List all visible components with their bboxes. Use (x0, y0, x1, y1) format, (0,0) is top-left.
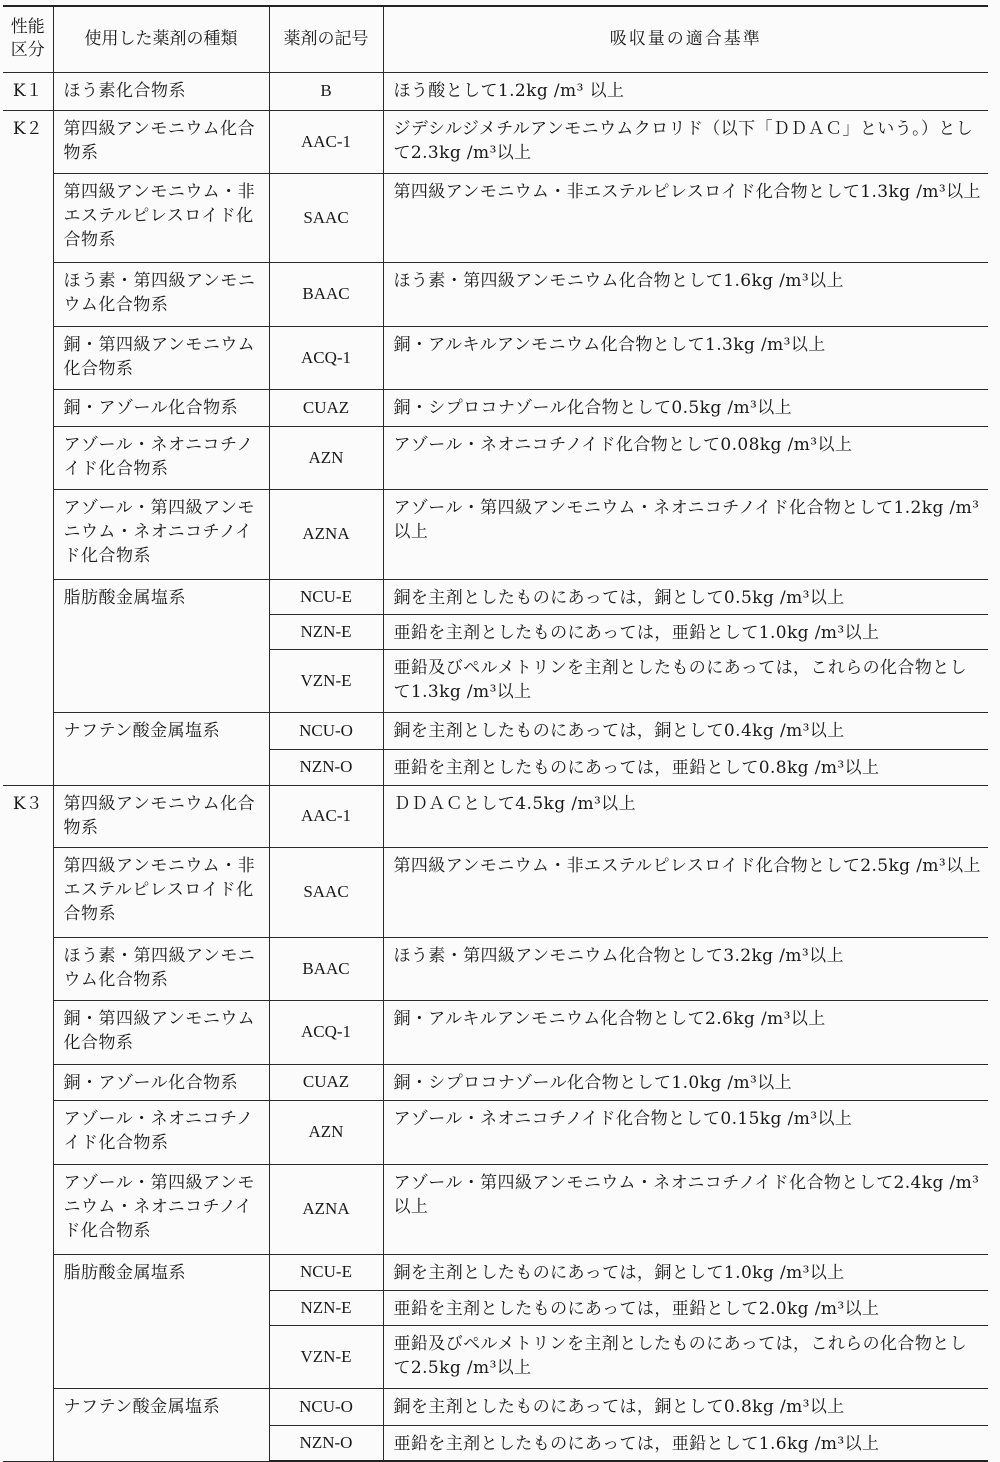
table-row (3, 262, 988, 326)
agent-type-cell: 銅・第四級アンモニウム化合物系 (53, 1000, 269, 1064)
table-row (3, 173, 988, 262)
table-row (3, 579, 988, 614)
agent-type-cell: 銅・アゾール化合物系 (53, 1064, 269, 1100)
criteria-cell: 銅・シプロコナゾール化合物として0.5kg /m³以上 (383, 389, 988, 426)
performance-class-k1: K１ (3, 72, 53, 110)
performance-class-k3: K３ (3, 785, 53, 1461)
agent-type-cell: ほう素化合物系 (53, 72, 269, 110)
preservative-criteria-table (3, 5, 988, 1462)
agent-symbol-cell: SAAC (269, 173, 383, 262)
agent-symbol-cell: ACQ-1 (269, 326, 383, 389)
agent-symbol-cell: NZN-O (269, 749, 383, 785)
table-row (3, 489, 988, 579)
agent-type-cell: 脂肪酸金属塩系 (53, 1254, 269, 1388)
criteria-cell: ほう酸として1.2kg /m³ 以上 (383, 72, 988, 110)
agent-symbol-cell: NCU-E (269, 579, 383, 614)
table-row (3, 326, 988, 389)
criteria-cell: ＤＤＡＣとして4.5kg /m³以上 (383, 785, 988, 847)
criteria-cell: 亜鉛を主剤としたものにあっては，亜鉛として2.0kg /m³以上 (383, 1290, 988, 1325)
agent-symbol-cell: AAC-1 (269, 785, 383, 847)
agent-type-cell: 脂肪酸金属塩系 (53, 579, 269, 712)
agent-symbol-cell: NCU-O (269, 712, 383, 749)
criteria-cell: 亜鉛及びペルメトリンを主剤としたものにあっては，これらの化合物として2.5kg /m³以上 (383, 1325, 988, 1388)
agent-type-cell: ほう素・第四級アンモニウム化合物系 (53, 937, 269, 1000)
agent-symbol-cell: NZN-E (269, 614, 383, 649)
agent-symbol-cell: VZN-E (269, 1325, 383, 1388)
table-row (3, 785, 988, 847)
agent-type-cell: アゾール・第四級アンモニウム・ネオニコチノイド化合物系 (53, 1164, 269, 1254)
criteria-cell: 銅・アルキルアンモニウム化合物として2.6kg /m³以上 (383, 1000, 988, 1064)
agent-symbol-cell: NZN-O (269, 1425, 383, 1461)
criteria-cell: 第四級アンモニウム・非エステルピレスロイド化合物として2.5kg /m³以上 (383, 847, 988, 937)
criteria-cell: アゾール・ネオニコチノイド化合物として0.08kg /m³以上 (383, 426, 988, 489)
table-row (3, 1000, 988, 1064)
agent-symbol-cell: NCU-O (269, 1388, 383, 1425)
criteria-cell: 亜鉛を主剤としたものにあっては，亜鉛として1.0kg /m³以上 (383, 614, 988, 649)
agent-symbol-cell: NCU-E (269, 1254, 383, 1290)
agent-symbol-cell: VZN-E (269, 649, 383, 712)
agent-symbol-cell: SAAC (269, 847, 383, 937)
agent-symbol-cell: CUAZ (269, 389, 383, 426)
criteria-cell: 銅・アルキルアンモニウム化合物として1.3kg /m³以上 (383, 326, 988, 389)
criteria-cell: アゾール・第四級アンモニウム・ネオニコチノイド化合物として2.4kg /m³以上 (383, 1164, 988, 1254)
criteria-cell: 銅を主剤としたものにあっては，銅として0.8kg /m³以上 (383, 1388, 988, 1425)
header-agent-type: 使用した薬剤の種類 (53, 6, 269, 72)
criteria-cell: アゾール・第四級アンモニウム・ネオニコチノイド化合物として1.2kg /m³以上 (383, 489, 988, 579)
criteria-cell: 第四級アンモニウム・非エステルピレスロイド化合物として1.3kg /m³以上 (383, 173, 988, 262)
agent-type-cell: ナフテン酸金属塩系 (53, 712, 269, 785)
table-row (3, 389, 988, 426)
criteria-cell: 銅を主剤としたものにあっては，銅として0.5kg /m³以上 (383, 579, 988, 614)
agent-type-cell: 銅・アゾール化合物系 (53, 389, 269, 426)
agent-type-cell: ほう素・第四級アンモニウム化合物系 (53, 262, 269, 326)
table-row (3, 1254, 988, 1290)
table-row (3, 937, 988, 1000)
agent-symbol-cell: AZNA (269, 489, 383, 579)
agent-symbol-cell: B (269, 72, 383, 110)
table-row (3, 1388, 988, 1425)
agent-type-cell: アゾール・ネオニコチノイド化合物系 (53, 426, 269, 489)
criteria-cell: アゾール・ネオニコチノイド化合物として0.15kg /m³以上 (383, 1100, 988, 1164)
criteria-cell: ほう素・第四級アンモニウム化合物として1.6kg /m³以上 (383, 262, 988, 326)
agent-symbol-cell: CUAZ (269, 1064, 383, 1100)
agent-type-cell: 銅・第四級アンモニウム化合物系 (53, 326, 269, 389)
agent-symbol-cell: AZN (269, 426, 383, 489)
criteria-cell: 銅・シプロコナゾール化合物として1.0kg /m³以上 (383, 1064, 988, 1100)
criteria-cell: 銅を主剤としたものにあっては，銅として0.4kg /m³以上 (383, 712, 988, 749)
table-row (3, 712, 988, 749)
agent-symbol-cell: AAC-1 (269, 110, 383, 173)
agent-type-cell: 第四級アンモニウム・非エステルピレスロイド化合物系 (53, 847, 269, 937)
header-criteria: 吸収量の適合基準 (383, 6, 988, 72)
table-row (3, 847, 988, 937)
criteria-cell: 亜鉛を主剤としたものにあっては，亜鉛として0.8kg /m³以上 (383, 749, 988, 785)
criteria-cell: ほう素・第四級アンモニウム化合物として3.2kg /m³以上 (383, 937, 988, 1000)
header-agent-symbol: 薬剤の記号 (269, 6, 383, 72)
agent-type-cell: アゾール・第四級アンモニウム・ネオニコチノイド化合物系 (53, 489, 269, 579)
agent-symbol-cell: NZN-E (269, 1290, 383, 1325)
criteria-cell: 亜鉛及びペルメトリンを主剤としたものにあっては，これらの化合物として1.3kg /m³以上 (383, 649, 988, 712)
agent-type-cell: アゾール・ネオニコチノイド化合物系 (53, 1100, 269, 1164)
criteria-cell: 亜鉛を主剤としたものにあっては，亜鉛として1.6kg /m³以上 (383, 1425, 988, 1461)
table-row (3, 1164, 988, 1254)
agent-type-cell: 第四級アンモニウム化合物系 (53, 785, 269, 847)
table-row (3, 110, 988, 173)
table-row (3, 1100, 988, 1164)
table-row (3, 426, 988, 489)
agent-symbol-cell: BAAC (269, 937, 383, 1000)
agent-type-cell: 第四級アンモニウム・非エステルピレスロイド化合物系 (53, 173, 269, 262)
agent-symbol-cell: ACQ-1 (269, 1000, 383, 1064)
table-row (3, 1064, 988, 1100)
header-row (3, 6, 988, 72)
agent-type-cell: ナフテン酸金属塩系 (53, 1388, 269, 1461)
table-row (3, 72, 988, 110)
agent-symbol-cell: AZN (269, 1100, 383, 1164)
agent-symbol-cell: AZNA (269, 1164, 383, 1254)
agent-symbol-cell: BAAC (269, 262, 383, 326)
agent-type-cell: 第四級アンモニウム化合物系 (53, 110, 269, 173)
header-performance-class: 性能区分 (3, 6, 53, 72)
criteria-cell: 銅を主剤としたものにあっては，銅として1.0kg /m³以上 (383, 1254, 988, 1290)
performance-class-k2: K２ (3, 110, 53, 785)
criteria-cell: ジデシルジメチルアンモニウムクロリド（以下「ＤＤＡＣ」という。）として2.3kg /m³以上 (383, 110, 988, 173)
